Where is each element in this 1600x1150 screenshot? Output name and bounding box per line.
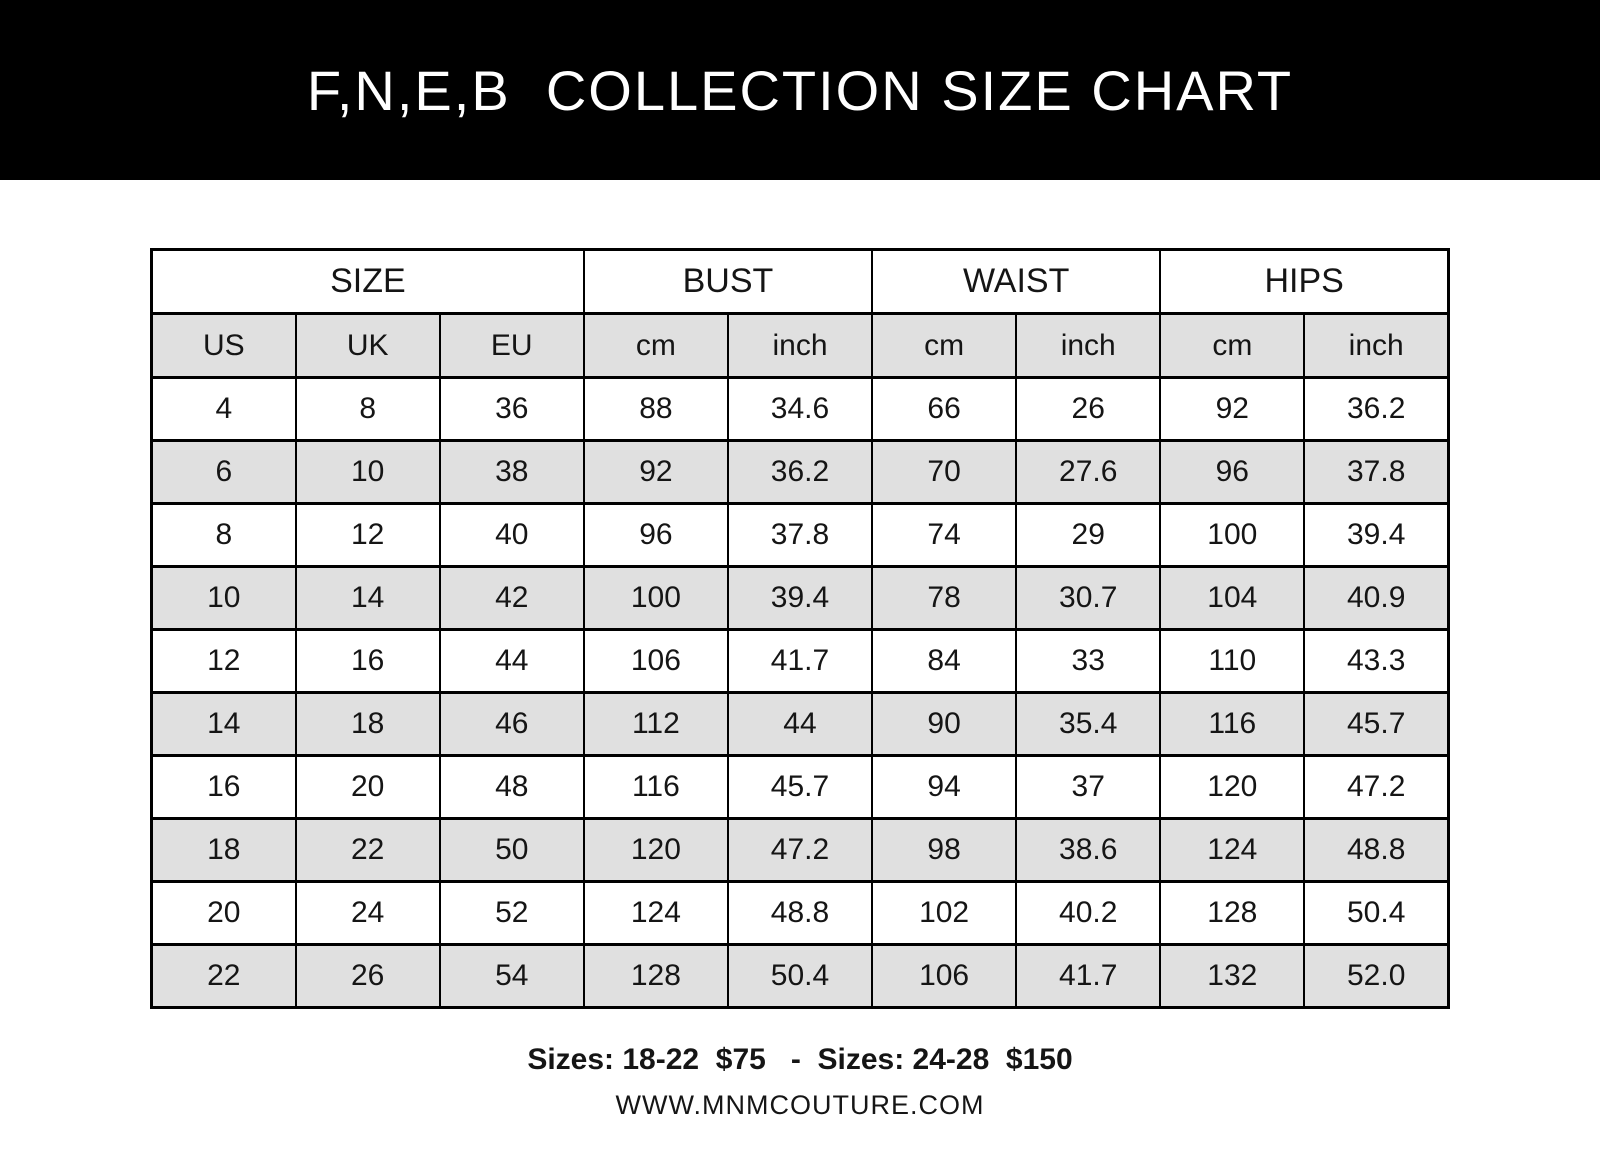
table-cell: 22 [152, 945, 296, 1008]
table-cell: 30.7 [1016, 567, 1160, 630]
table-cell: 10 [152, 567, 296, 630]
table-cell: 112 [584, 693, 728, 756]
column-header-7-cm: cm [1160, 314, 1304, 378]
table-cell: 128 [584, 945, 728, 1008]
table-cell: 16 [152, 756, 296, 819]
column-header-2-eu: EU [440, 314, 584, 378]
table-row [152, 567, 1449, 630]
table-cell: 4 [152, 378, 296, 441]
column-header-3-cm: cm [584, 314, 728, 378]
column-group-hips: HIPS [1160, 250, 1448, 314]
table-cell: 96 [1160, 441, 1304, 504]
table-cell: 36.2 [1304, 378, 1448, 441]
table-cell: 24 [296, 882, 440, 945]
table-row [152, 945, 1449, 1008]
table-cell: 37 [1016, 756, 1160, 819]
table-cell: 47.2 [728, 819, 872, 882]
table-cell: 90 [872, 693, 1016, 756]
table-cell: 12 [152, 630, 296, 693]
column-group-bust: BUST [584, 250, 872, 314]
table-cell: 8 [152, 504, 296, 567]
pricing-note: Sizes: 18-22 $75 - Sizes: 24-28 $150 [527, 1043, 1073, 1076]
table-row [152, 819, 1449, 882]
table-cell: 104 [1160, 567, 1304, 630]
table-cell: 116 [1160, 693, 1304, 756]
table-cell: 48.8 [728, 882, 872, 945]
column-group-size: SIZE [152, 250, 584, 314]
table-cell: 41.7 [1016, 945, 1160, 1008]
table-cell: 48.8 [1304, 819, 1448, 882]
table-row [152, 378, 1449, 441]
table-cell: 39.4 [728, 567, 872, 630]
table-row [152, 756, 1449, 819]
table-cell: 46 [440, 693, 584, 756]
table-cell: 52.0 [1304, 945, 1448, 1008]
table-cell: 47.2 [1304, 756, 1448, 819]
table-cell: 35.4 [1016, 693, 1160, 756]
table-cell: 92 [584, 441, 728, 504]
table-cell: 66 [872, 378, 1016, 441]
table-row [152, 504, 1449, 567]
column-group-waist: WAIST [872, 250, 1160, 314]
group-header-row [152, 250, 1449, 314]
table-cell: 33 [1016, 630, 1160, 693]
table-cell: 124 [584, 882, 728, 945]
title-banner [0, 0, 1600, 180]
table-cell: 106 [584, 630, 728, 693]
table-cell: 48 [440, 756, 584, 819]
table-cell: 38.6 [1016, 819, 1160, 882]
table-row [152, 441, 1449, 504]
table-row [152, 882, 1449, 945]
table-cell: 94 [872, 756, 1016, 819]
table-cell: 96 [584, 504, 728, 567]
table-cell: 27.6 [1016, 441, 1160, 504]
table-cell: 40.9 [1304, 567, 1448, 630]
column-header-1-uk: UK [296, 314, 440, 378]
table-cell: 50 [440, 819, 584, 882]
table-cell: 44 [440, 630, 584, 693]
table-cell: 100 [1160, 504, 1304, 567]
column-header-6-inch: inch [1016, 314, 1160, 378]
table-cell: 50.4 [1304, 882, 1448, 945]
table-row [152, 630, 1449, 693]
table-cell: 88 [584, 378, 728, 441]
table-cell: 52 [440, 882, 584, 945]
table-cell: 70 [872, 441, 1016, 504]
table-cell: 39.4 [1304, 504, 1448, 567]
website-url: WWW.MNMCOUTURE.COM [615, 1090, 985, 1120]
table-cell: 18 [296, 693, 440, 756]
table-cell: 124 [1160, 819, 1304, 882]
size-chart-content [150, 180, 1450, 1121]
table-cell: 132 [1160, 945, 1304, 1008]
table-cell: 92 [1160, 378, 1304, 441]
table-cell: 84 [872, 630, 1016, 693]
table-cell: 42 [440, 567, 584, 630]
table-cell: 100 [584, 567, 728, 630]
table-cell: 20 [296, 756, 440, 819]
table-cell: 16 [296, 630, 440, 693]
table-cell: 26 [296, 945, 440, 1008]
table-cell: 22 [296, 819, 440, 882]
table-cell: 6 [152, 441, 296, 504]
table-cell: 40.2 [1016, 882, 1160, 945]
table-row [152, 693, 1449, 756]
table-cell: 10 [296, 441, 440, 504]
table-cell: 12 [296, 504, 440, 567]
table-cell: 98 [872, 819, 1016, 882]
table-cell: 20 [152, 882, 296, 945]
table-cell: 14 [296, 567, 440, 630]
table-cell: 26 [1016, 378, 1160, 441]
table-cell: 38 [440, 441, 584, 504]
table-cell: 8 [296, 378, 440, 441]
table-cell: 36.2 [728, 441, 872, 504]
table-cell: 74 [872, 504, 1016, 567]
column-header-0-us: US [152, 314, 296, 378]
column-header-5-cm: cm [872, 314, 1016, 378]
table-cell: 116 [584, 756, 728, 819]
table-cell: 43.3 [1304, 630, 1448, 693]
table-cell: 120 [1160, 756, 1304, 819]
table-cell: 18 [152, 819, 296, 882]
table-cell: 54 [440, 945, 584, 1008]
page-title: F,N,E,B COLLECTION SIZE CHART [306, 58, 1294, 122]
table-cell: 40 [440, 504, 584, 567]
table-cell: 120 [584, 819, 728, 882]
column-header-4-inch: inch [728, 314, 872, 378]
table-cell: 37.8 [1304, 441, 1448, 504]
table-cell: 45.7 [728, 756, 872, 819]
table-cell: 29 [1016, 504, 1160, 567]
size-table-body [152, 378, 1449, 1008]
table-cell: 128 [1160, 882, 1304, 945]
size-chart-table [150, 248, 1450, 1009]
table-cell: 41.7 [728, 630, 872, 693]
table-cell: 110 [1160, 630, 1304, 693]
table-cell: 102 [872, 882, 1016, 945]
table-cell: 44 [728, 693, 872, 756]
table-cell: 37.8 [728, 504, 872, 567]
table-cell: 34.6 [728, 378, 872, 441]
table-cell: 106 [872, 945, 1016, 1008]
table-cell: 78 [872, 567, 1016, 630]
unit-header-row [152, 314, 1449, 378]
table-cell: 50.4 [728, 945, 872, 1008]
table-cell: 36 [440, 378, 584, 441]
table-cell: 45.7 [1304, 693, 1448, 756]
table-cell: 14 [152, 693, 296, 756]
column-header-8-inch: inch [1304, 314, 1448, 378]
